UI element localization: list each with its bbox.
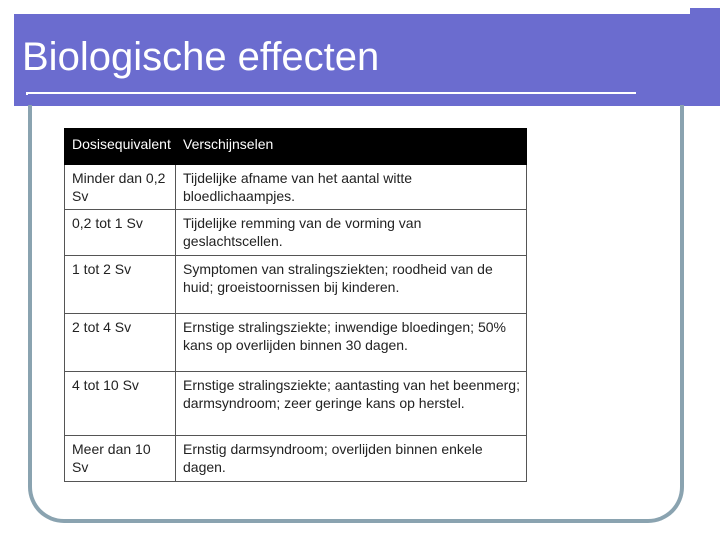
table-header-row (65, 129, 527, 165)
symptom-cell: Symptomen van stralingsziekten; roodheid van de huid; groeistoornissen bij kinderen. (176, 256, 527, 314)
title-corner-accent (690, 8, 720, 14)
dose-cell: 2 tot 4 Sv (65, 314, 176, 372)
dose-cell: 0,2 tot 1 Sv (65, 210, 176, 256)
table-row (65, 436, 527, 482)
dose-cell: Meer dan 10 Sv (65, 436, 176, 482)
table-row (65, 165, 527, 210)
effects-table-container (64, 128, 526, 482)
dose-cell: 1 tot 2 Sv (65, 256, 176, 314)
title-bar (0, 0, 720, 106)
slide-title: Biologische effecten (22, 35, 380, 79)
table-row (65, 314, 527, 372)
symptom-cell: Tijdelijke remming van de vorming van geslachtscellen. (176, 210, 527, 256)
header-symptoms: Verschijnselen (176, 129, 527, 165)
table-row (65, 372, 527, 436)
symptom-cell: Ernstige stralingsziekte; aantasting van het beenmerg; darmsyndroom; zeer geringe kans op herstel. (176, 372, 527, 436)
symptom-cell: Ernstig darmsyndroom; overlijden binnen enkele dagen. (176, 436, 527, 482)
symptom-cell: Tijdelijke afname van het aantal witte bloedlichaampjes. (176, 165, 527, 210)
symptom-cell: Ernstige stralingsziekte; inwendige bloedingen; 50% kans op overlijden binnen 30 dagen. (176, 314, 527, 372)
dose-cell: 4 tot 10 Sv (65, 372, 176, 436)
table-row (65, 210, 527, 256)
dose-cell: Minder dan 0,2 Sv (65, 165, 176, 210)
header-dose: Dosisequivalent (65, 129, 176, 165)
effects-table (64, 128, 527, 482)
table-row (65, 256, 527, 314)
frame-top (28, 94, 684, 105)
